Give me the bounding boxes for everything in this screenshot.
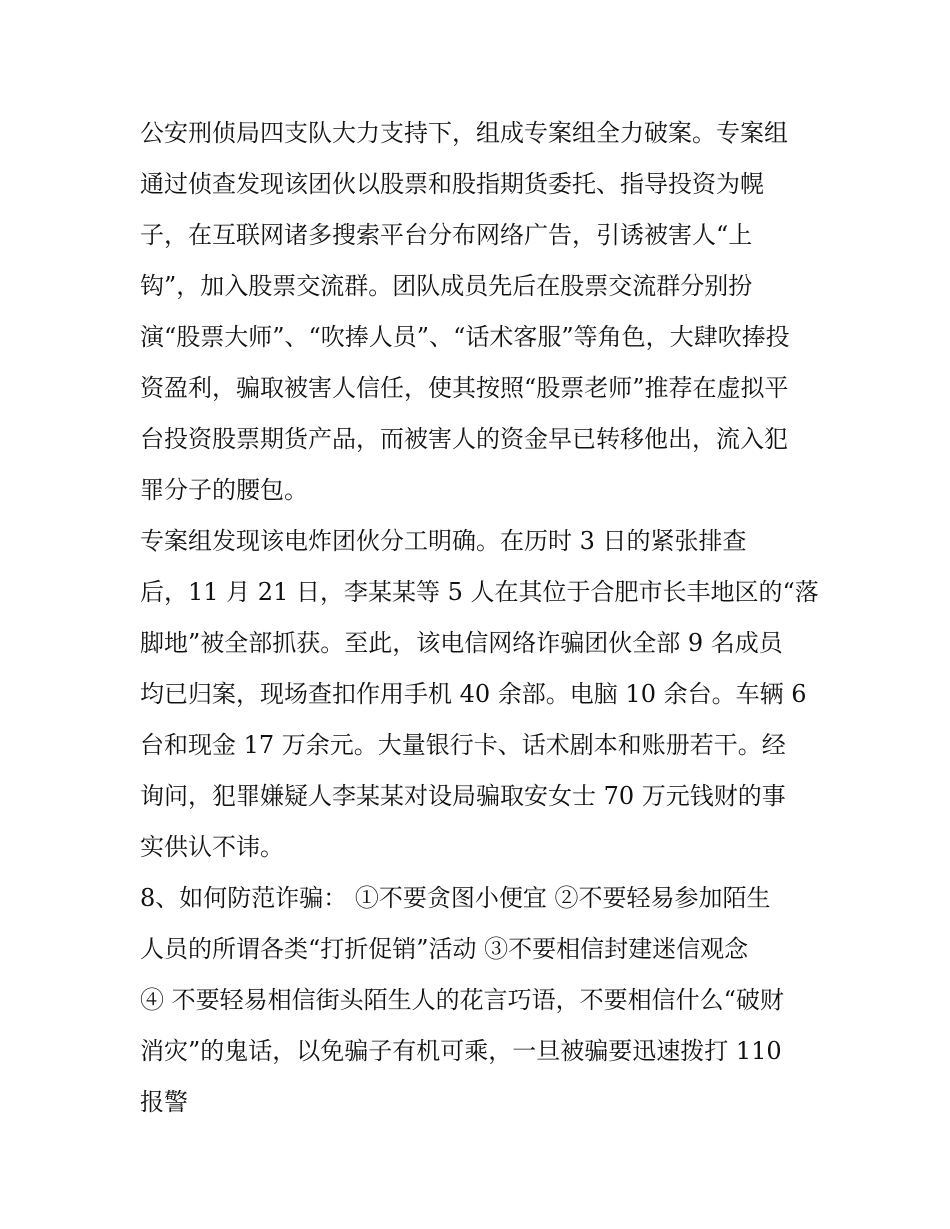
text-line: 台和现金 17 万余元。大量银行卡、话术剧本和账册若干。经: [140, 731, 786, 759]
text-line: 报警: [140, 1088, 188, 1116]
text-line: 后，11 月 21 日，李某某等 5 人在其位于合肥市长丰地区的“落: [140, 578, 819, 606]
text-line: 实供认不讳。: [140, 833, 284, 861]
text-line: 演“股票大师”、“吹捧人员”、“话术客服”等角色，大肆吹捧投: [140, 323, 790, 351]
text-line: 询问，犯罪嫌疑人李某某对设局骗取安女士 70 万元钱财的事: [140, 782, 786, 810]
document-body: [140, 108, 830, 1128]
text-line: 专案组发现该电炸团伙分工明确。在历时 3 日的紧张排查: [140, 527, 747, 555]
text-line: 脚地”被全部抓获。至此，该电信网络诈骗团伙全部 9 名成员: [140, 629, 783, 657]
text-line: 台投资股票期货产品，而被害人的资金早已转移他出，流入犯: [140, 425, 788, 453]
text-line: 通过侦查发现该团伙以股票和股指期货委托、指导投资为幌: [140, 170, 764, 198]
text-line: 公安刑侦局四支队大力支持下，组成专案组全力破案。专案组: [140, 119, 788, 147]
text-line: ④ 不要轻易相信街头陌生人的花言巧语，不要相信什么“破财: [140, 986, 784, 1014]
text-line: 罪分子的腰包。: [140, 476, 308, 504]
text-line: 钩”，加入股票交流群。团队成员先后在股票交流群分别扮: [140, 272, 753, 300]
text-line: 8、如何防范诈骗： ①不要贪图小便宜 ②不要轻易参加陌生: [140, 884, 771, 912]
text-line: 子，在互联网诸多搜索平台分布网络广告，引诱被害人“上: [140, 221, 753, 249]
text-line: 人员的所谓各类“打折促销”活动 ③不要相信封建迷信观念: [140, 935, 749, 963]
text-line: 资盈利，骗取被害人信任，使其按照“股票老师”推荐在虚拟平: [140, 374, 789, 402]
text-line: 均已归案，现场查扣作用手机 40 余部。电脑 10 余台。车辆 6: [140, 680, 807, 708]
text-line: 消灾”的鬼话，以免骗子有机可乘，一旦被骗要迅速拨打 110: [140, 1037, 782, 1065]
